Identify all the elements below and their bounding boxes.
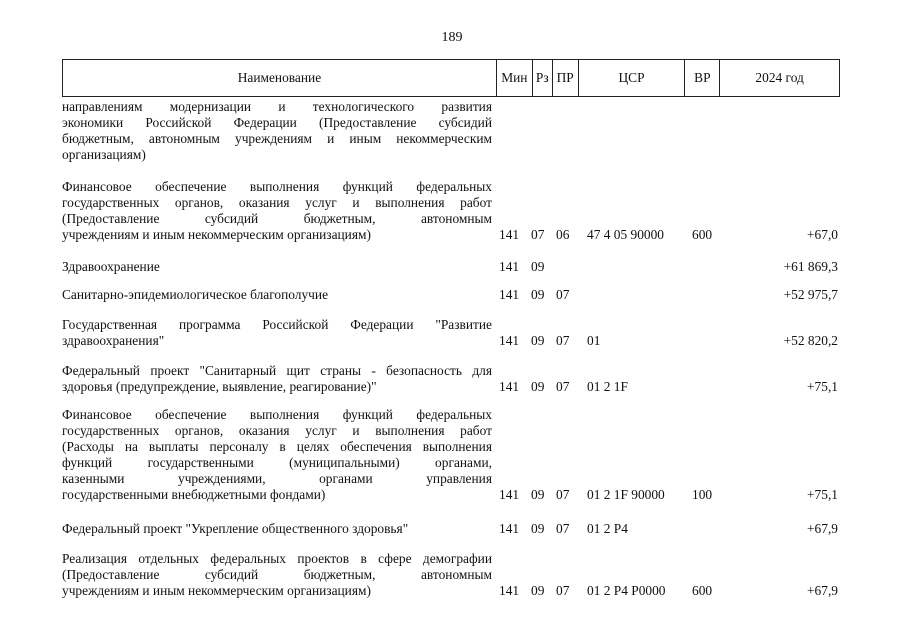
row-min: 141 (499, 521, 520, 536)
row-rz: 09 (531, 487, 545, 502)
header-csr: ЦСР (579, 60, 686, 96)
row-min: 141 (499, 583, 520, 598)
row-amount: +75,1 (807, 379, 838, 394)
row-amount: +67,9 (807, 521, 838, 536)
row-csr: 01 2 P4 (587, 521, 628, 536)
row-csr: 01 (587, 333, 601, 348)
page-number: 189 (441, 30, 463, 45)
row-vr: 600 (692, 583, 713, 598)
row-pr: 07 (556, 379, 570, 394)
row-amount: +52 820,2 (783, 333, 838, 348)
row-name-line: казенными учреждениями, органами управления (62, 471, 492, 486)
row-pr: 07 (556, 487, 570, 502)
row-name-line: государственными внебюджетными фондами) (62, 487, 326, 502)
row-name-line: бюджетным, автономным учреждениям и иным некоммерческим (62, 131, 492, 146)
header-vr: ВР (685, 60, 720, 96)
row-codes (62, 227, 840, 243)
row-amount: +67,9 (807, 583, 838, 598)
row-csr: 01 2 1F (587, 379, 628, 394)
row-name-line: государственных органов, оказания услуг и выполнения работ (62, 423, 492, 438)
row-amount: +75,1 (807, 487, 838, 502)
header-rz: Рз (533, 60, 553, 96)
row-name-line: Федеральный проект "Укрепление общественного здоровья" (62, 521, 409, 536)
row-min: 141 (499, 379, 520, 394)
row-pr: 07 (556, 333, 570, 348)
row-name-line: Государственная программа Российской Федерации "Развитие (62, 317, 492, 332)
table-row (62, 407, 840, 503)
row-csr: 47 4 05 90000 (587, 227, 664, 242)
header-name: Наименование (63, 60, 497, 96)
row-name-line: Здравоохранение (62, 259, 160, 274)
row-name-line: (Предоставление субсидий бюджетным, автономным (62, 567, 492, 582)
row-name-line: организациям) (62, 147, 146, 162)
row-name-line: Санитарно-эпидемиологическое благополучие (62, 287, 329, 302)
table-row (62, 521, 840, 537)
row-name-line: Реализация отдельных федеральных проектов в сфере демографии (62, 551, 492, 566)
row-rz: 09 (531, 583, 545, 598)
row-name-line: Финансовое обеспечение выполнения функций федеральных (62, 179, 492, 194)
header-year: 2024 год (755, 70, 804, 85)
row-codes (62, 333, 840, 349)
row-name-line: учреждениям и иным некоммерческим организациям) (62, 583, 371, 598)
row-amount: +52 975,7 (783, 287, 838, 302)
row-amount: +67,0 (807, 227, 838, 242)
row-name-line: экономики Российской Федерации (Предоставление субсидий (62, 115, 492, 130)
row-min: 141 (499, 227, 520, 242)
row-rz: 07 (531, 227, 545, 242)
row-csr: 01 2 1F 90000 (587, 487, 665, 502)
row-name-line: направлениям модернизации и технологического развития (62, 99, 492, 114)
header-pr: ПР (553, 60, 579, 96)
row-pr: 07 (556, 583, 570, 598)
row-name-line: учреждениям и иным некоммерческим организациям) (62, 227, 371, 242)
header-min: Мин (497, 60, 533, 96)
row-rz: 09 (531, 333, 545, 348)
table-row (62, 317, 840, 349)
row-name-line: функций государственными (муниципальными) органами, (62, 455, 492, 470)
row-name-line: (Предоставление субсидий бюджетным, автономным (62, 211, 492, 226)
row-min: 141 (499, 333, 520, 348)
table-row (62, 259, 840, 275)
table-row (62, 99, 840, 163)
row-codes (62, 521, 840, 537)
row-name-line: здравоохранения" (62, 333, 165, 348)
row-name-line: здоровья (предупреждение, выявление, реагирование)" (62, 379, 377, 394)
table-row (62, 179, 840, 243)
row-name-line: государственных органов, оказания услуг и выполнения работ (62, 195, 492, 210)
row-codes (62, 147, 840, 163)
table-row (62, 363, 840, 395)
row-codes (62, 583, 840, 599)
row-vr: 600 (692, 227, 713, 242)
row-name-line: Финансовое обеспечение выполнения функций федеральных (62, 407, 492, 422)
row-codes (62, 259, 840, 275)
row-pr: 07 (556, 287, 570, 302)
row-vr: 100 (692, 487, 713, 502)
row-rz: 09 (531, 259, 545, 274)
row-codes (62, 379, 840, 395)
table-row (62, 287, 840, 303)
row-rz: 09 (531, 287, 545, 302)
row-min: 141 (499, 259, 520, 274)
row-pr: 06 (556, 227, 570, 242)
row-amount: +61 869,3 (783, 259, 838, 274)
row-name-line: (Расходы на выплаты персоналу в целях обеспечения выполнения (62, 439, 492, 454)
row-codes (62, 487, 840, 503)
table-row (62, 551, 840, 599)
table-header (62, 59, 840, 97)
row-csr: 01 2 P4 P0000 (587, 583, 666, 598)
row-name-line: Федеральный проект "Санитарный щит страны - безопасность для (62, 363, 492, 378)
row-min: 141 (499, 487, 520, 502)
row-min: 141 (499, 287, 520, 302)
row-rz: 09 (531, 379, 545, 394)
row-pr: 07 (556, 521, 570, 536)
row-rz: 09 (531, 521, 545, 536)
row-codes (62, 287, 840, 303)
